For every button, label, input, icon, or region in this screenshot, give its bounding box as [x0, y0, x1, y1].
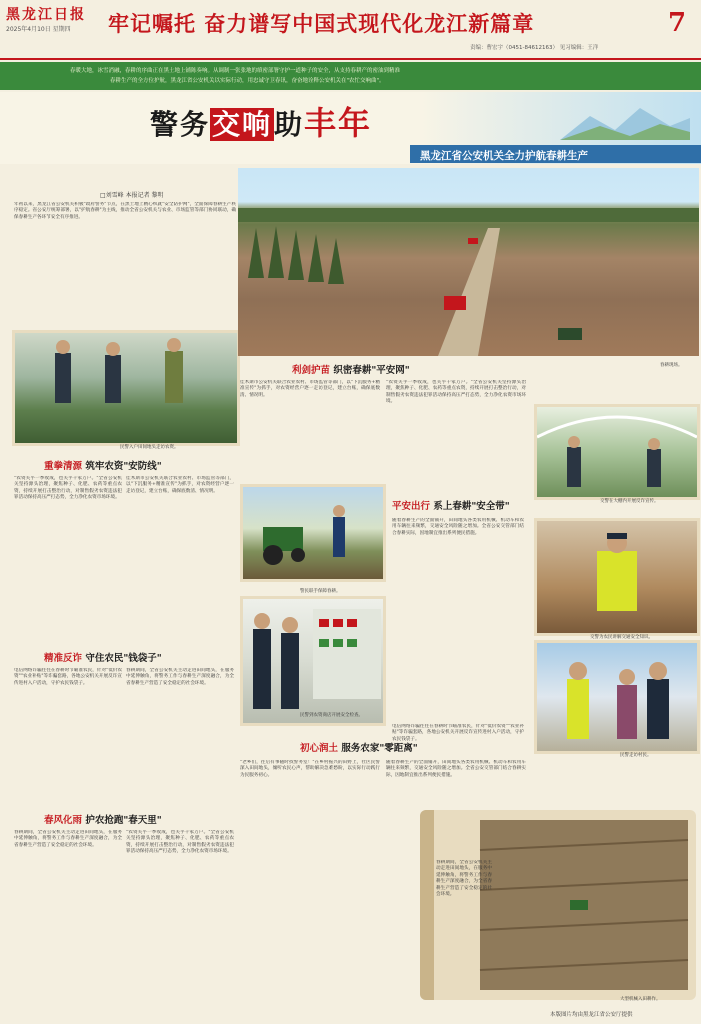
title-highlight: 交响: [212, 108, 273, 141]
body-col-a2: 佳木斯市公安机关联合农业农村、市场监管等部门，以"下沉服务+精准宣传"为抓手，对农资经营户逐一走访登记，建立台账，确保底数清、情况明。: [126, 476, 234, 494]
editors-line: 责编：曹宏宇（0451-84612163） 见习编辑：王洋: [470, 45, 599, 51]
body-col-g: 春耕期间，全省公安机关主动走进田间地头，在服务中延伸触角，将警务工作与春耕生产深度融合，为全省春耕生产营造了安全稳定的社会环境。: [436, 860, 492, 898]
section-title-s5: [300, 740, 418, 754]
body-col-c2: 电信网络诈骗往往在春耕时节瞄准农民，针对"低价农资""农业补贴"等诈骗套路，各地公安机关开展反诈宣传进村入户活动，守护农民钱袋子。: [392, 724, 524, 742]
dateline: 2025年4月10日 星期四: [6, 26, 71, 33]
section-heading-s5: 服务农家"零距离": [341, 743, 418, 754]
section-title-s1: [292, 362, 410, 376]
caption-aerial: 大型机械入田耕作。: [620, 997, 661, 1002]
section-title-s6: [44, 812, 162, 826]
body-col-d2: 春耕期间，全省公安机关主动走进田间地头，在服务中延伸触角，将警务工作与春耕生产深度融合，为全省春耕生产营造了安全稳定的社会环境。: [126, 668, 234, 686]
photo-farm-visit: [12, 330, 240, 446]
section-tag-s1: 利剑护苗: [292, 365, 331, 376]
photo-spring-field: [238, 168, 699, 356]
section-title-s2: [44, 458, 162, 472]
section-heading-s2: 筑牢农资"安防线": [85, 461, 162, 472]
byline: □刘雪峰 本报记者 黎明: [100, 192, 164, 199]
section-tag-s4: 精准反诈: [44, 653, 83, 664]
body-col-b2: "农资关乎一季收成，也关乎千家万户。"全省公安机关坚持源头治理，聚焦种子、化肥、农药等重点农资，持续开展打击整治行动，对制售假劣农资违法犯罪活动保持高压严打态势，全力净化农资市场环境。: [386, 380, 526, 405]
section-title-s4: [44, 650, 162, 664]
photo-rural-police: [534, 640, 700, 754]
caption-farm-visit: 民警入户田间地头走访农资。: [120, 445, 179, 450]
body-col-f2: "农资关乎一季收成，也关乎千家万户。"全省公安机关坚持源头治理，聚焦种子、化肥、农药等重点农资，持续开展打击整治行动，对制售假劣农资违法犯罪活动保持高压严打态势，全力净化农资市场环境。: [126, 830, 234, 855]
banner-line-1: 春暖大地，冰雪消融，春耕的序曲正在黑土地上铺陈奏响。从调制一张张地的缜密部署守护一道种子的安全，从支持春耕产的密油到精准: [70, 68, 401, 74]
body-col-e: "老乡们，往后有事随时找警务室！"在乡村振兴的田野上，社区民警深入田间地头，倾听农民心声，帮助解决急难愁盼，以实际行动践行为民服务初心。: [240, 760, 380, 778]
caption-tractor: 警民联手保障春耕。: [300, 589, 341, 594]
section-tag-s2: 重拳清源: [44, 461, 83, 472]
newspaper-logo: 黑龙江日报: [6, 7, 86, 23]
section-heading-s3: 系上春耕"安全带": [433, 501, 510, 512]
section-heading-s6: 护农抢跑"春天里": [85, 815, 162, 826]
title-red: 丰年: [304, 104, 373, 142]
section-heading-s4: 守住农民"钱袋子": [85, 653, 162, 664]
photo-store: [240, 596, 386, 726]
section-heading-s1: 织密春耕"平安网": [333, 365, 410, 376]
feature-title: [150, 98, 372, 144]
page-number: 7: [668, 8, 687, 38]
title-part-1: 警务: [150, 108, 211, 141]
intro-banner: [0, 62, 701, 90]
photo-tractor: [240, 484, 386, 582]
section-title-s3: [392, 498, 510, 512]
caption-store: 民警到农资商店开展安全检查。: [300, 713, 363, 718]
caption-field: 春耕现场。: [660, 363, 683, 368]
page-headline: 牢记嘱托 奋力谱写中国式现代化龙江新篇章: [108, 12, 535, 36]
title-part-2: 助: [274, 108, 305, 141]
caption-road-safety: 交警为农民讲解交通安全知识。: [590, 635, 653, 640]
section-tag-s5: 初心润土: [300, 743, 339, 754]
photo-road-safety: [534, 518, 700, 636]
banner-line-2: 春耕生产的全方位护航，黑龙江省公安机关以实际行动，用忠诚守卫春讯，奋奋地诠释公安机关在"农忙交响曲"。: [110, 78, 385, 84]
section-tag-s3: 平安出行: [392, 501, 431, 512]
body-col-a: "农资关乎一季收成，也关乎千家万户。"全省公安机关坚持源头治理，聚焦种子、化肥、农药等重点农资，持续开展打击整治行动，对制售假劣农资违法犯罪活动保持高压严打态势，全力净化农资市场环境。: [14, 476, 122, 501]
caption-greenhouse: 交警在大棚内开展反诈宣传。: [600, 499, 659, 504]
caption-rural-police: 民警走访村民。: [620, 753, 652, 758]
body-col-b: 佳木斯市公安机关联合农业农村、市场监管等部门，以"下沉服务+精准宣传"为抓手，对农资经营户逐一走访登记，建立台账，确保底数清、情况明。: [240, 380, 380, 398]
section-tag-s6: 春风化雨: [44, 815, 83, 826]
body-col-c: 随着春耕生产的全面铺开，田间地头各类农用机械、机动车和农用车辆往来频繁，交通安全风险随之增加。全省公安交管部门结合春耕实际，因地制宜推出系列便民措施。: [392, 518, 524, 536]
intro-text: 年初以来，黑龙江省公安机关积极"政府警务"节点，在黑土地上精心织就"安全防护网"，全面保障春耕生产秩序稳定。省公安厅统筹部署，以"护航春耕"为主线，推动全省公安机关与农业、市场监管等部门协同联动，确保春耕生产各环节安全有序推进。: [14, 202, 236, 220]
feature-subtitle: 黑龙江省公安机关全力护航春耕生产: [420, 150, 588, 162]
body-col-e2: 随着春耕生产的全面铺开，田间地头各类农用机械、机动车和农用车辆往来频繁，交通安全风险随之增加。全省公安交管部门结合春耕实际，因地制宜推出系列便民措施。: [386, 760, 526, 778]
body-col-d: 电信网络诈骗往往在春耕时节瞄准农民，针对"低价农资""农业补贴"等诈骗套路，各地公安机关开展反诈宣传进村入户活动，守护农民钱袋子。: [14, 668, 122, 686]
photo-credit: 本版图片均由黑龙江省公安厅提供: [550, 1012, 633, 1018]
landscape-illustration: [560, 96, 690, 140]
body-col-f: 春耕期间，全省公安机关主动走进田间地头，在服务中延伸触角，将警务工作与春耕生产深度融合，为全省春耕生产营造了安全稳定的社会环境。: [14, 830, 122, 848]
photo-greenhouse: [534, 404, 700, 500]
